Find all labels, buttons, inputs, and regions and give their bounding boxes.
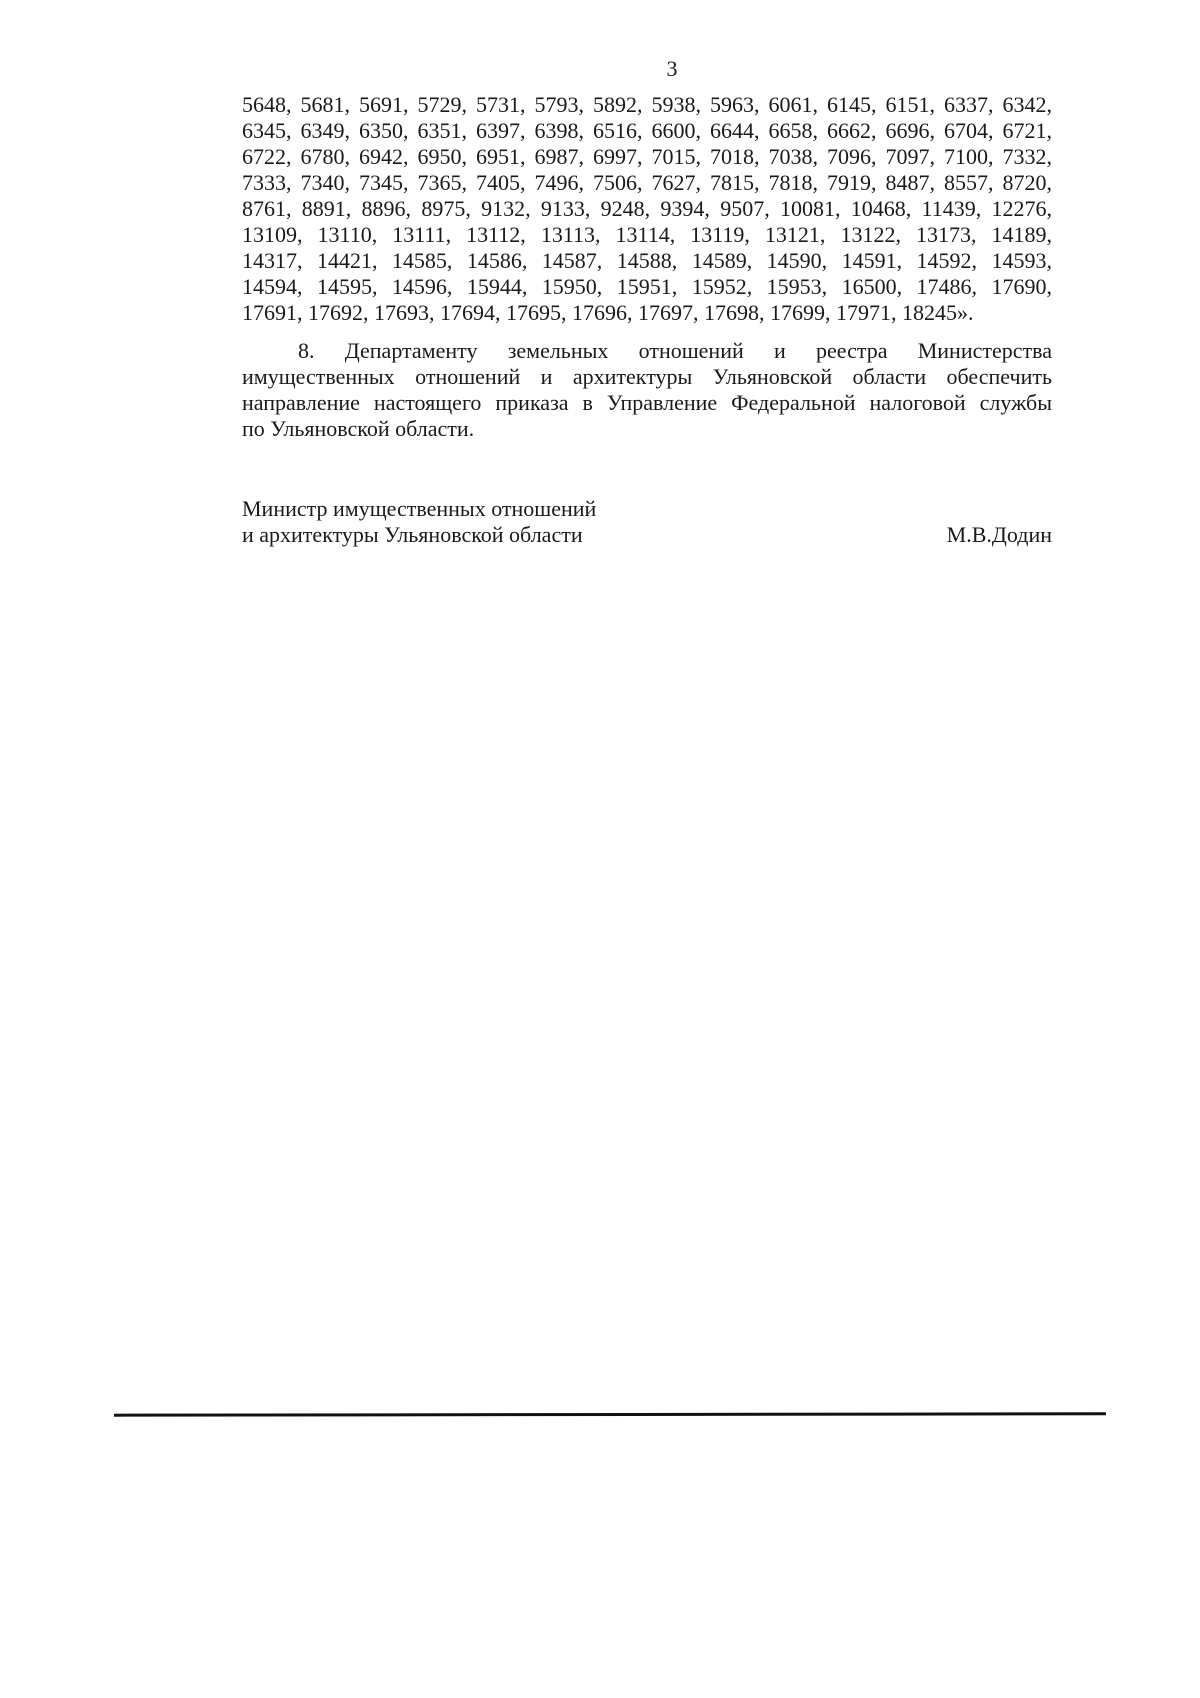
- numbers-line: 14594, 14595, 14596, 15944, 15950, 15951, 15952, 15953, 16500, 17486, 17690,: [242, 274, 1052, 299]
- numbers-line: 17691, 17692, 17693, 17694, 17695, 17696, 17697, 17698, 17699, 17971, 18245».: [242, 300, 974, 325]
- numbers-line: 5648, 5681, 5691, 5729, 5731, 5793, 5892, 5938, 5963, 6061, 6145, 6151, 6337, 6342,: [242, 92, 1052, 117]
- paragraph-line: имущественных отношений и архитектуры Ульяновской области обеспечить: [242, 364, 1052, 389]
- signatory-position: [242, 496, 596, 548]
- signatory-name: М.В.Додин: [946, 522, 1052, 547]
- paragraph-line: направление настоящего приказа в Управление Федеральной налоговой службы: [242, 390, 1052, 415]
- footer-rule: [114, 1412, 1106, 1416]
- paragraph-line: 8. Департаменту земельных отношений и реестра Министерства: [298, 338, 1052, 363]
- numbers-line: 7333, 7340, 7345, 7365, 7405, 7496, 7506, 7627, 7815, 7818, 7919, 8487, 8557, 8720,: [242, 170, 1052, 195]
- signatory-position-line: Министр имущественных отношений: [242, 496, 597, 521]
- numbers-line: 6345, 6349, 6350, 6351, 6397, 6398, 6516, 6600, 6644, 6658, 6662, 6696, 6704, 6721,: [242, 118, 1052, 143]
- numbers-line: 13109, 13110, 13111, 13112, 13113, 13114, 13119, 13121, 13122, 13173, 14189,: [242, 222, 1052, 247]
- numbers-line: 8761, 8891, 8896, 8975, 9132, 9133, 9248, 9394, 9507, 10081, 10468, 11439, 12276,: [242, 196, 1052, 221]
- paragraph-line: по Ульяновской области.: [242, 416, 475, 441]
- numbers-line: 6722, 6780, 6942, 6950, 6951, 6987, 6997, 7015, 7018, 7038, 7096, 7097, 7100, 7332,: [242, 144, 1052, 169]
- numbers-line: 14317, 14421, 14585, 14586, 14587, 14588, 14589, 14590, 14591, 14592, 14593,: [242, 248, 1052, 273]
- signatory-position-line: и архитектуры Ульяновской области: [242, 522, 583, 547]
- cadastral-numbers-list: [242, 92, 1052, 326]
- paragraph-8: [242, 338, 1052, 442]
- page-number: 3: [666, 56, 678, 81]
